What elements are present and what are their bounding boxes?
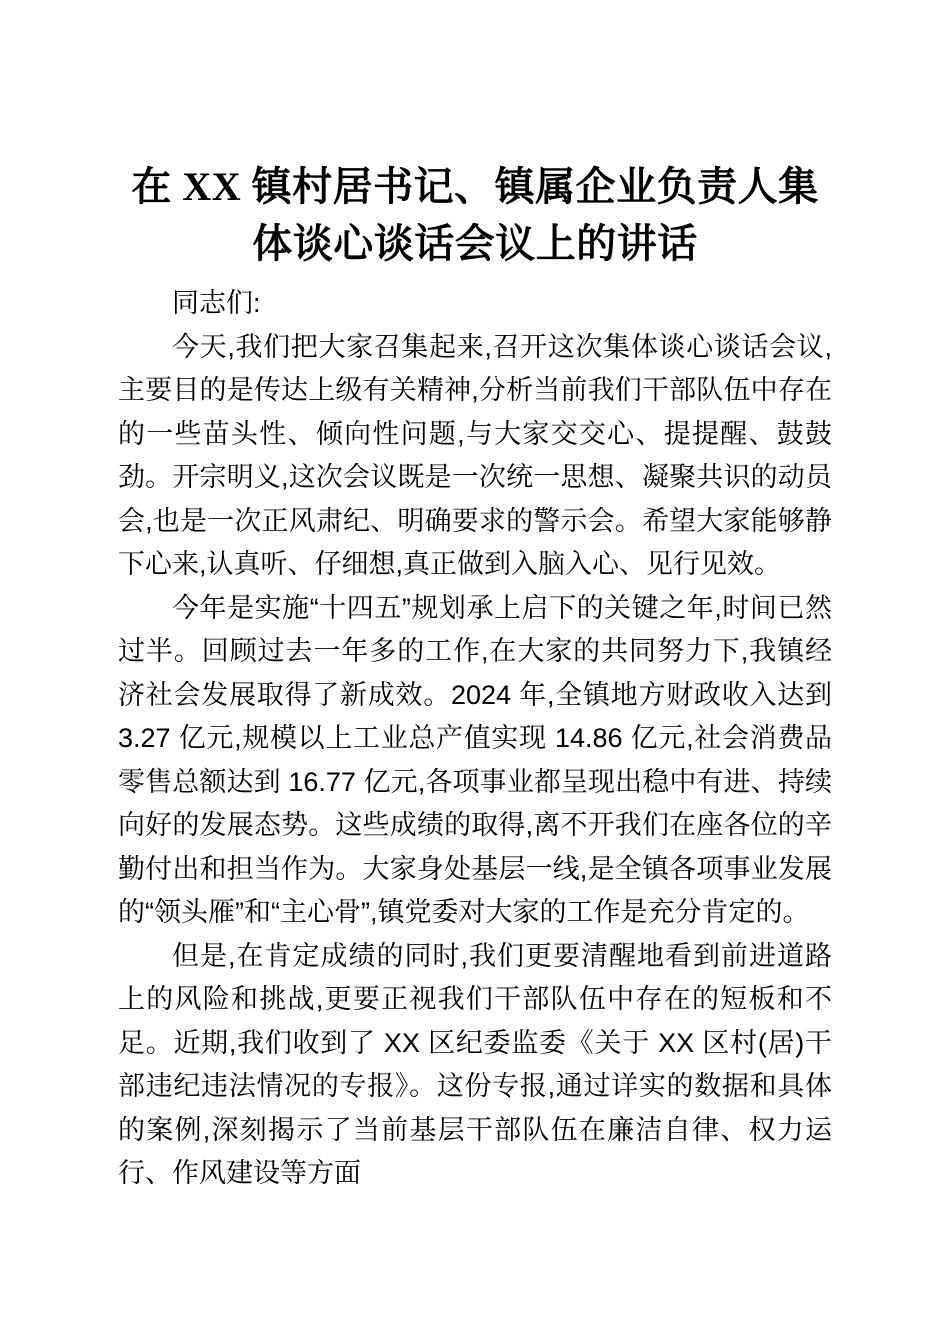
paragraph: 但是,在肯定成绩的同时,我们更要清醒地看到前进道路上的风险和挑战,更要正视我们干部队伍中存在的短板和不足。近期,我们收到了 XX 区纪委监委《关于 XX 区村(居)干部违纪违法情况的专报》。这份专报,通过详实的数据和具体的案例,深刻揭示了当前基层干部队伍在廉洁自律、权力运行、作风建设等方面	[118, 940, 832, 1188]
document-title: 在 XX 镇村居书记、镇属企业负责人集体谈心谈话会议上的讲话	[131, 164, 819, 266]
paragraph: 今天,我们把大家召集起来,召开这次集体谈心谈话会议,主要目的是传达上级有关精神,分析当前我们干部队伍中存在的一些苗头性、倾向性问题,与大家交交心、提提醒、鼓鼓劲。开宗明义,这次会议既是一次统一思想、凝聚共识的动员会,也是一次正风肃纪、明确要求的警示会。希望大家能够静下心来,认真听、仔细想,真正做到入脑入心、见行见效。	[118, 331, 832, 579]
paragraph: 同志们:	[172, 288, 261, 318]
document-body	[118, 282, 832, 1196]
paragraph: 今年是实施“十四五”规划承上启下的关键之年,时间已然过半。回顾过去一年多的工作,在大家的共同努力下,我镇经济社会发展取得了新成效。2024 年,全镇地方财政收入达到 3.27 亿元,规模以上工业总产值实现 14.86 亿元,社会消费品零售总额达到 16.77 亿元,各项事业都呈现出稳中有进、持续向好的发展态势。这些成绩的取得,离不开我们在座各位的辛勤付出和担当作为。大家身处基层一线,是全镇各项事业发展的“领头雁”和“主心骨”,镇党委对大家的工作是充分肯定的。	[118, 592, 832, 927]
